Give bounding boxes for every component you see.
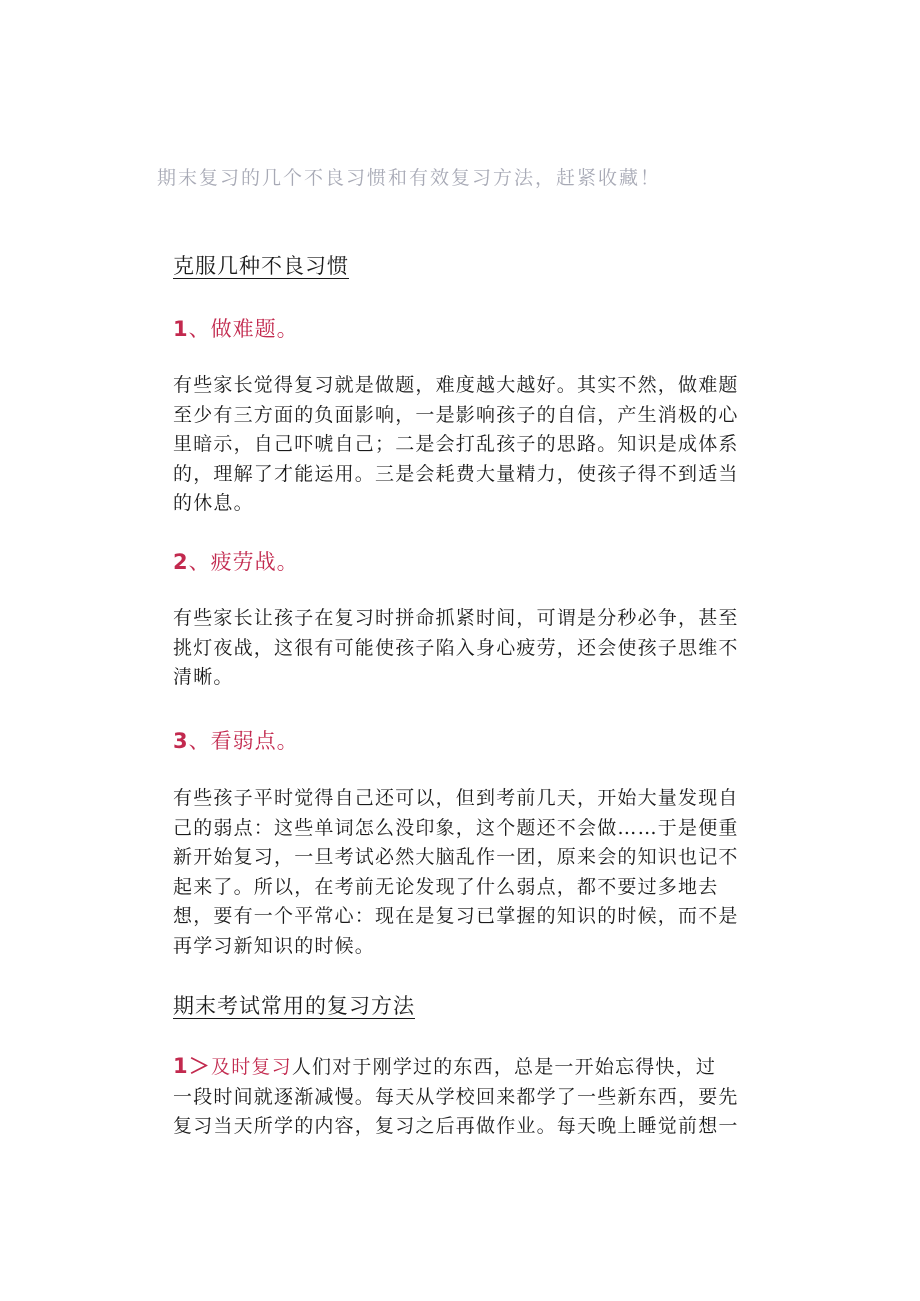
item-title: 、疲劳战。	[188, 550, 299, 574]
paragraph-line: 挑灯夜战，这很有可能使孩子陷入身心疲劳，还会使孩子思维不	[173, 636, 739, 659]
item-title: 、看弱点。	[188, 729, 299, 753]
section-heading-bad-habits: 克服几种不良习惯	[173, 254, 349, 278]
paragraph-line: 有些家长让孩子在复习时拼命抓紧时间，可谓是分秒必争，甚至	[173, 607, 739, 629]
paragraph-item-1	[173, 371, 737, 519]
paragraph-line: 清晰。	[173, 666, 234, 688]
paragraph-line: 想，要有一个平常心：现在是复习已掌握的知识的时候，而不是	[173, 905, 739, 927]
method-number: 1＞	[173, 1054, 212, 1078]
paragraph-item-3	[173, 784, 737, 961]
paragraph-item-2	[173, 604, 737, 693]
section-heading-review-methods: 期末考试常用的复习方法	[173, 994, 415, 1018]
method-lead-line	[173, 1052, 737, 1083]
item-number: 2	[173, 550, 189, 574]
paragraph-line: 复习当天所学的内容，复习之后再做作业。每天晚上睡觉前想一	[173, 1115, 739, 1137]
item-title: 、做难题。	[188, 317, 299, 341]
paragraph-method-1	[173, 1052, 737, 1142]
paragraph-line: 再学习新知识的时候。	[173, 934, 376, 957]
paragraph-line: 的，理解了才能运用。三是会耗费大量精力，使孩子得不到适当	[173, 462, 739, 485]
paragraph-line: 一段时间就逐渐减慢。每天从学校回来都学了一些新东西，要先	[173, 1085, 739, 1108]
paragraph-line: 新开始复习，一旦考试必然大脑乱作一团，原来会的知识也记不	[173, 846, 739, 868]
item-heading-2	[173, 546, 299, 576]
paragraph-line: 有些孩子平时觉得自己还可以，但到考前几天，开始大量发现自	[173, 787, 739, 809]
paragraph-line: 至少有三方面的负面影响，一是影响孩子的自信，产生消极的心	[173, 403, 739, 426]
paragraph-line: 的休息。	[173, 492, 254, 514]
paragraph-line: 里暗示，自己吓唬自己；二是会打乱孩子的思路。知识是成体系	[173, 433, 739, 455]
paragraph-line: 己的弱点：这些单词怎么没印象，这个题还不会做……于是便重	[173, 816, 739, 839]
item-heading-3	[173, 725, 299, 755]
method-label: 及时复习	[211, 1056, 292, 1078]
item-heading-1	[173, 313, 299, 343]
item-number: 3	[173, 729, 189, 753]
document-title: 期末复习的几个不良习惯和有效复习方法，赶紧收藏！	[157, 167, 662, 189]
paragraph-line: 有些家长觉得复习就是做题，难度越大越好。其实不然，做难题	[173, 374, 739, 396]
item-number: 1	[173, 317, 189, 341]
method-first-line-text: 人们对于刚学过的东西，总是一开始忘得快，过	[291, 1056, 717, 1078]
paragraph-line: 起来了。所以，在考前无论发现了什么弱点，都不要过多地去	[173, 875, 719, 898]
